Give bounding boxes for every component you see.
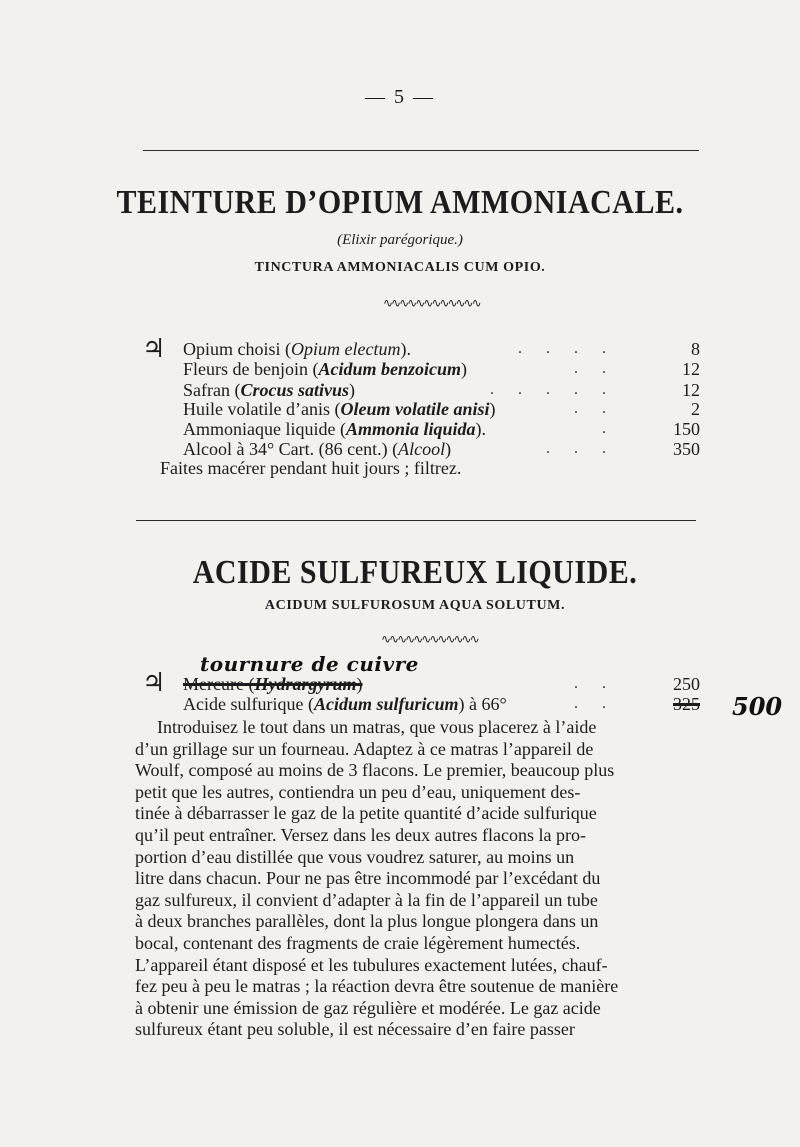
ornament-divider: ∿∿∿∿∿∿∿∿∿∿∿∿ bbox=[381, 632, 478, 646]
ornament-divider: ∿∿∿∿∿∿∿∿∿∿∿∿ bbox=[383, 296, 480, 310]
ingredient-name: Fleurs de benjoin (Acidum benzoicum) bbox=[183, 359, 467, 379]
leader-dots: ..... bbox=[490, 381, 630, 398]
paragraph-line: petit que les autres, contiendra un peu d’eau, uniquement des- bbox=[135, 781, 581, 802]
paragraph-line: tinée à débarrasser le gaz de la petite quantité d’acide sulfurique bbox=[135, 803, 597, 824]
paragraph-line: d’un grillage sur un fourneau. Adaptez à ce matras l’appareil de bbox=[135, 738, 594, 759]
ingredient-qty: 250 bbox=[673, 674, 700, 694]
ingredient-name: Alcool à 34° Cart. (86 cent.) (Alcool) bbox=[183, 439, 452, 459]
paragraph-line: gaz sulfureux, il convient d’adapter à la fin de l’appareil un tube bbox=[135, 889, 598, 910]
top-rule bbox=[143, 150, 699, 151]
section1-subtitle: (Elixir parégorique.) bbox=[337, 232, 463, 248]
paragraph-line: à deux branches parallèles, dont la plus longue plongera dans un bbox=[135, 911, 599, 932]
ingredient-qty-struck: 325 bbox=[673, 694, 700, 714]
ingredient-qty: 12 bbox=[682, 380, 700, 400]
ingredient-row-struck bbox=[183, 673, 700, 695]
paragraph-line: L’appareil étant disposé et les tubulures exactement lutées, chauf- bbox=[135, 954, 608, 975]
section1-instruction: Faites macérer pendant huit jours ; filtrez. bbox=[160, 458, 462, 478]
paragraph-line: litre dans chacun. Pour ne pas être incommodé par l’excédant du bbox=[135, 868, 601, 889]
recipe-symbol: ♃ bbox=[142, 668, 166, 697]
section2-latin-title: ACIDUM SULFUROSUM AQUA SOLUTUM. bbox=[264, 598, 566, 613]
page-number: — 5 — bbox=[365, 86, 435, 108]
ingredient-row bbox=[183, 438, 700, 460]
ingredient-name: Ammoniaque liquide (Ammonia liquida). bbox=[183, 419, 487, 439]
section1-title: TEINTURE D’OPIUM AMMONIACALE. bbox=[116, 183, 684, 221]
paragraph-line: qu’il peut entraîner. Versez dans les deux autres flacons la pro- bbox=[135, 824, 587, 845]
ingredient-qty: 350 bbox=[673, 439, 700, 459]
ingredient-row bbox=[183, 398, 700, 420]
ingredient-name: Acide sulfurique (Acidum sulfuricum) à 66° bbox=[183, 694, 507, 714]
leader-dots: .. bbox=[574, 675, 630, 692]
ingredient-row bbox=[183, 693, 700, 715]
leader-dots: .. bbox=[574, 695, 630, 712]
ingredient-name: Huile volatile d’anis (Oleum volatile anisi) bbox=[183, 399, 496, 419]
paragraph-line: fez peu à peu le matras ; la réaction devra être soutenue de manière bbox=[135, 976, 619, 997]
section2-paragraph bbox=[135, 717, 698, 1041]
handwritten-qty: 500 bbox=[732, 692, 783, 721]
leader-dots: .. bbox=[574, 360, 630, 377]
leader-dots: . bbox=[602, 420, 630, 437]
ingredient-qty: 2 bbox=[691, 399, 700, 419]
handwritten-insert: tournure de cuivre bbox=[200, 652, 419, 676]
ingredient-qty: 150 bbox=[673, 419, 700, 439]
ingredient-name: Opium choisi (Opium electum). bbox=[183, 339, 411, 359]
section1-latin-title: TINCTURA AMMONIACALIS CUM OPIO. bbox=[254, 260, 546, 275]
ingredient-row bbox=[183, 338, 700, 360]
paragraph-line: portion d’eau distillée que vous voudrez saturer, au moins un bbox=[135, 846, 575, 867]
ingredient-row bbox=[183, 358, 700, 380]
paragraph-line: bocal, contenant des fragments de craie légèrement humectés. bbox=[135, 932, 581, 953]
paragraph-line: Woulf, composé au moins de 3 flacons. Le premier, beaucoup plus bbox=[135, 760, 615, 781]
ingredient-name-struck: Mercure (Hydrargyrum) bbox=[183, 674, 363, 694]
paragraph-line: à obtenir une émission de gaz régulière et modérée. Le gaz acide bbox=[135, 997, 601, 1018]
paragraph-line: sulfureux étant peu soluble, il est nécessaire d’en faire passer bbox=[135, 1019, 575, 1040]
ingredient-qty: 8 bbox=[691, 339, 700, 359]
section-rule bbox=[136, 520, 696, 521]
leader-dots: ... bbox=[546, 440, 630, 457]
leader-dots: .... bbox=[518, 340, 630, 357]
ingredient-qty: 12 bbox=[682, 359, 700, 379]
section2-title: ACIDE SULFUREUX LIQUIDE. bbox=[192, 553, 638, 591]
leader-dots: .. bbox=[574, 400, 630, 417]
recipe-symbol: ♃ bbox=[142, 334, 166, 363]
paragraph-line: Introduisez le tout dans un matras, que vous placerez à l’aide bbox=[157, 717, 597, 737]
ingredient-name: Safran (Crocus sativus) bbox=[183, 380, 356, 400]
ingredient-row bbox=[183, 418, 700, 440]
